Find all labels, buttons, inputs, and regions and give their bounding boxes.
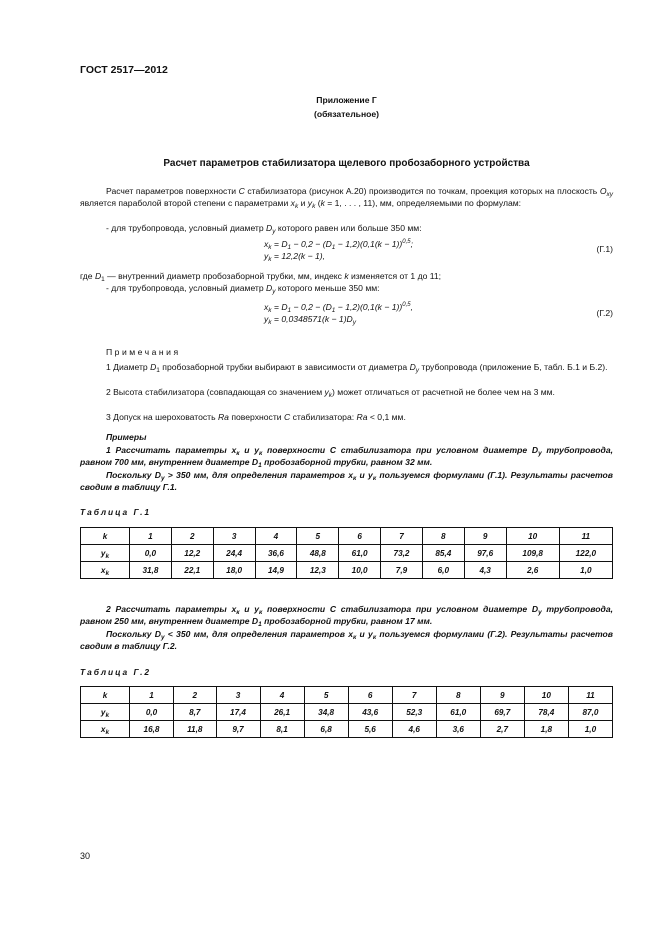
text-segment: x: [290, 198, 295, 209]
text-segment: (: [315, 198, 321, 209]
text-segment: пользуемся формулами (Г.1). Результаты расчетов сводим в таблицу Г.1.: [80, 470, 613, 493]
intro-paragraph: [80, 185, 613, 209]
appendix-title: Приложение Г: [316, 95, 377, 105]
text-segment: трубопровода, равном 250 мм, внутреннем диаметре D: [80, 604, 613, 627]
table-cell: 87,0: [568, 704, 612, 721]
table-cell: 122,0: [559, 545, 612, 562]
text-segment: 1: [287, 307, 292, 314]
table-cell: 4,3: [464, 562, 506, 579]
table-cell: 1,0: [568, 721, 612, 738]
table-cell: 73,2: [381, 545, 423, 562]
examples-title: Примеры: [106, 432, 147, 442]
table-cell: 6: [339, 528, 381, 545]
text-segment: 1 Диаметр: [106, 362, 151, 372]
table-cell: 14,9: [255, 562, 297, 579]
table-cell: 61,0: [436, 704, 480, 721]
text-segment: x: [264, 302, 269, 312]
text-segment: O: [599, 186, 607, 196]
page-number: 30: [80, 851, 91, 861]
table-cell: 34,8: [304, 704, 348, 721]
table-cell: 10,0: [339, 562, 381, 579]
table-cell: 85,4: [422, 545, 464, 562]
case2-text: [80, 282, 613, 294]
text-segment: Поскольку D: [106, 470, 161, 480]
table-cell: 43,6: [348, 704, 392, 721]
text-segment: 1 Рассчитать параметры x: [106, 445, 237, 455]
table-cell: 0,0: [130, 704, 174, 721]
table-cell: 5,6: [348, 721, 392, 738]
table-cell: 1,0: [559, 562, 612, 579]
table-cell: 7: [392, 687, 436, 704]
text-segment: и y: [239, 604, 259, 614]
text-segment: является параболой второй степени с параметрами: [80, 198, 291, 209]
table-cell: 10: [506, 528, 559, 545]
row-header-cell: $y_k$: [81, 704, 130, 721]
table-cell: 5: [304, 687, 348, 704]
table-cell: 69,7: [480, 704, 524, 721]
text-segment: к: [259, 450, 263, 457]
text-segment: 1: [331, 307, 336, 314]
table-2-caption: Таблица Г.2: [80, 667, 152, 677]
text-segment: трубопровода, равном 700 мм, внутреннем диаметре D: [80, 445, 613, 468]
text-segment: k: [344, 271, 349, 281]
text-segment: 1: [258, 621, 262, 629]
table-cell: 52,3: [392, 704, 436, 721]
table-cell: 4: [260, 687, 304, 704]
text-segment: y: [307, 198, 313, 209]
text-segment: y: [538, 609, 542, 616]
table-cell: 8: [422, 528, 464, 545]
text-segment: которого равен или больше 350 мм:: [275, 223, 422, 233]
table-cell: 1: [130, 687, 174, 704]
table-cell: 18,0: [213, 562, 255, 579]
table-cell: 12,2: [171, 545, 213, 562]
where-text: [80, 270, 613, 282]
text-segment: k: [294, 203, 299, 211]
formula-1: [264, 238, 413, 262]
text-segment: D: [266, 223, 273, 233]
text-segment: 1: [101, 276, 105, 283]
text-segment: y: [160, 634, 165, 641]
text-segment: y: [160, 475, 165, 482]
text-segment: пробозаборной трубки, равном 32 мм.: [261, 457, 433, 468]
table-cell: 6,0: [422, 562, 464, 579]
appendix-status: (обязательное): [313, 109, 380, 119]
text-segment: изменяется от 1 до 11;: [348, 271, 442, 281]
text-segment: 0,5: [402, 239, 411, 245]
text-segment: к: [353, 475, 357, 482]
table-row: [81, 687, 613, 704]
table-cell: 7,9: [381, 562, 423, 579]
text-segment: < 350 мм, для определения параметров x: [164, 629, 354, 639]
text-segment: где: [80, 271, 95, 281]
text-segment: - для трубопровода, условный диаметр: [106, 283, 267, 293]
text-segment: Расчет параметров поверхности: [106, 186, 239, 196]
table-cell: 9: [480, 687, 524, 704]
note-1: [80, 361, 613, 373]
table-cell: 24,4: [213, 545, 255, 562]
table-cell: 2: [174, 687, 216, 704]
text-segment: и y: [356, 470, 373, 480]
text-segment: и y: [356, 629, 373, 639]
text-segment: поверхности C стабилизатора при условном диаметре D: [262, 445, 539, 455]
table-cell: 48,8: [297, 545, 339, 562]
text-segment: = 12,2(k − 1),: [271, 251, 326, 261]
table-cell: 17,4: [216, 704, 260, 721]
table-cell: 11,8: [174, 721, 216, 738]
section-heading: Расчет параметров стабилизатора щелевого пробозаборного устройства: [163, 158, 530, 169]
text-segment: 1: [258, 462, 262, 470]
text-segment: стабилизатора (рисунок А.20) производится по точкам, проекция которых на плоскость: [244, 186, 600, 196]
text-segment: к: [236, 450, 240, 457]
text-segment: 0,5: [402, 302, 411, 308]
note-2: [80, 386, 613, 398]
text-segment: k: [268, 319, 272, 326]
table-cell: 31,8: [130, 562, 172, 579]
text-segment: которого меньше 350 мм:: [275, 283, 380, 293]
text-segment: Ra: [217, 412, 229, 422]
table-row: [81, 704, 613, 721]
table-cell: 4,6: [392, 721, 436, 738]
case1-text: [80, 222, 613, 234]
text-segment: D: [409, 362, 416, 372]
text-segment: стабилизатора:: [290, 412, 357, 422]
text-segment: y: [352, 319, 357, 326]
text-segment: - для трубопровода, условный диаметр: [106, 223, 267, 233]
table-cell: 1: [130, 528, 172, 545]
text-segment: к: [372, 634, 377, 641]
formula-2-line2: [264, 313, 413, 325]
text-segment: − 0,2 − (D: [291, 302, 332, 312]
text-segment: Ra: [356, 412, 368, 422]
text-segment: D: [150, 362, 157, 372]
table-cell: 3,6: [436, 721, 480, 738]
table-cell: 97,6: [464, 545, 506, 562]
text-segment: Поскольку D: [106, 629, 161, 639]
text-segment: = 0,0348571(k − 1)D: [271, 314, 353, 324]
table-cell: 3: [213, 528, 255, 545]
table-cell: 5: [297, 528, 339, 545]
text-segment: C: [238, 186, 245, 196]
table-cell: 9: [464, 528, 506, 545]
table-cell: 26,1: [260, 704, 304, 721]
formula-2-line1: [264, 301, 413, 313]
row-header-cell: $x_k$: [81, 721, 130, 738]
text-segment: поверхности: [228, 412, 284, 422]
text-segment: к: [236, 609, 240, 616]
table-cell: 4: [255, 528, 297, 545]
text-segment: и y: [239, 445, 259, 455]
table-cell: 12,3: [297, 562, 339, 579]
text-segment: пробозаборной трубки выбирают в зависимости от диаметра: [159, 362, 410, 372]
text-segment: k: [268, 307, 272, 314]
row-header-cell: $x_k$: [81, 562, 130, 579]
note-3: [80, 411, 613, 423]
formula-1-line2: [264, 250, 413, 262]
table-cell: 8,7: [174, 704, 216, 721]
table-cell: 78,4: [524, 704, 568, 721]
text-segment: k: [268, 256, 272, 263]
text-segment: ) может отличаться от расчетной не более чем на 3 мм.: [332, 387, 555, 397]
table-cell: 6: [348, 687, 392, 704]
table-cell: 2,6: [506, 562, 559, 579]
notes-title: Примечания: [106, 347, 181, 357]
table-cell: 36,6: [255, 545, 297, 562]
text-segment: y: [272, 228, 276, 235]
text-segment: 3 Допуск на шероховатость: [106, 412, 218, 422]
table-cell: 11: [568, 687, 612, 704]
text-segment: 2 Высота стабилизатора (совпадающая со значением: [106, 387, 325, 397]
table-cell: 0,0: [130, 545, 172, 562]
text-segment: xy: [606, 191, 614, 198]
text-segment: > 350 мм, для определения параметров x: [164, 470, 354, 480]
text-segment: y: [264, 251, 269, 261]
text-segment: поверхности C стабилизатора при условном диаметре D: [262, 604, 539, 614]
table-cell: 2: [171, 528, 213, 545]
table-row: [81, 545, 613, 562]
text-segment: − 1,2)(0,1(k − 1)): [335, 239, 403, 249]
text-segment: C: [283, 412, 291, 422]
table-cell: 61,0: [339, 545, 381, 562]
text-segment: k: [312, 203, 316, 211]
text-segment: = D: [271, 239, 288, 249]
table-cell: 8,1: [260, 721, 304, 738]
text-segment: = 1, . . . , 11), мм, определяемыми по формулам:: [324, 198, 522, 209]
text-segment: к: [372, 475, 377, 482]
table-cell: 10: [524, 687, 568, 704]
text-segment: x: [264, 239, 269, 249]
table-1: [80, 527, 613, 579]
row-header-cell: k: [81, 687, 130, 704]
text-segment: 1: [331, 244, 336, 251]
text-segment: D: [266, 283, 273, 293]
table-cell: 6,8: [304, 721, 348, 738]
row-header-cell: k: [81, 528, 130, 545]
text-segment: D: [94, 271, 102, 281]
formula-1-number: (Г.1): [596, 244, 613, 254]
table-cell: 22,1: [171, 562, 213, 579]
example-1: [80, 444, 613, 468]
table-1-caption: Таблица Г.1: [80, 507, 152, 517]
table-cell: 3: [216, 687, 260, 704]
example-2-conclusion: [80, 628, 613, 652]
text-segment: ;: [410, 239, 414, 249]
row-header-cell: $y_k$: [81, 545, 130, 562]
text-segment: пробозаборной трубки, равном 17 мм.: [261, 616, 433, 627]
table-cell: 8: [436, 687, 480, 704]
table-cell: 2,7: [480, 721, 524, 738]
text-segment: y: [324, 387, 329, 397]
table-2: [80, 686, 613, 738]
text-segment: к: [259, 609, 263, 616]
table-cell: 16,8: [130, 721, 174, 738]
table-cell: 11: [559, 528, 612, 545]
text-segment: k: [268, 244, 272, 251]
text-segment: — внутренний диаметр пробозаборной трубки, мм, индекс: [104, 271, 345, 281]
text-segment: к: [353, 634, 357, 641]
formula-2: [264, 301, 413, 325]
text-segment: y: [415, 367, 420, 374]
text-segment: 1: [156, 367, 160, 374]
text-segment: y: [272, 288, 276, 295]
text-segment: пользуемся формулами (Г.2). Результаты расчетов сводим в таблицу Г.2.: [80, 629, 613, 652]
table-cell: 109,8: [506, 545, 559, 562]
table-cell: 1,8: [524, 721, 568, 738]
text-segment: k: [320, 198, 325, 209]
text-segment: k: [328, 392, 333, 399]
text-segment: − 1,2)(0,1(k − 1)): [335, 302, 403, 312]
table-row: [81, 528, 613, 545]
text-segment: 1: [287, 244, 292, 251]
example-1-conclusion: [80, 469, 613, 493]
formula-2-number: (Г.2): [596, 308, 613, 318]
table-cell: 9,7: [216, 721, 260, 738]
text-segment: и: [298, 198, 308, 209]
table-cell: 7: [381, 528, 423, 545]
table-row: [81, 562, 613, 579]
text-segment: 2 Рассчитать параметры x: [106, 604, 237, 614]
text-segment: y: [264, 314, 269, 324]
text-segment: ,: [410, 302, 414, 312]
table-row: [81, 721, 613, 738]
text-segment: = D: [271, 302, 288, 312]
example-2: [80, 603, 613, 627]
formula-1-line1: [264, 238, 413, 250]
text-segment: − 0,2 − (D: [291, 239, 332, 249]
text-segment: трубопровода (приложение Б, табл. Б.1 и Б.2).: [419, 362, 608, 372]
text-segment: y: [538, 450, 542, 457]
text-segment: < 0,1 мм.: [367, 412, 406, 422]
document-header: ГОСТ 2517—2012: [80, 64, 168, 76]
